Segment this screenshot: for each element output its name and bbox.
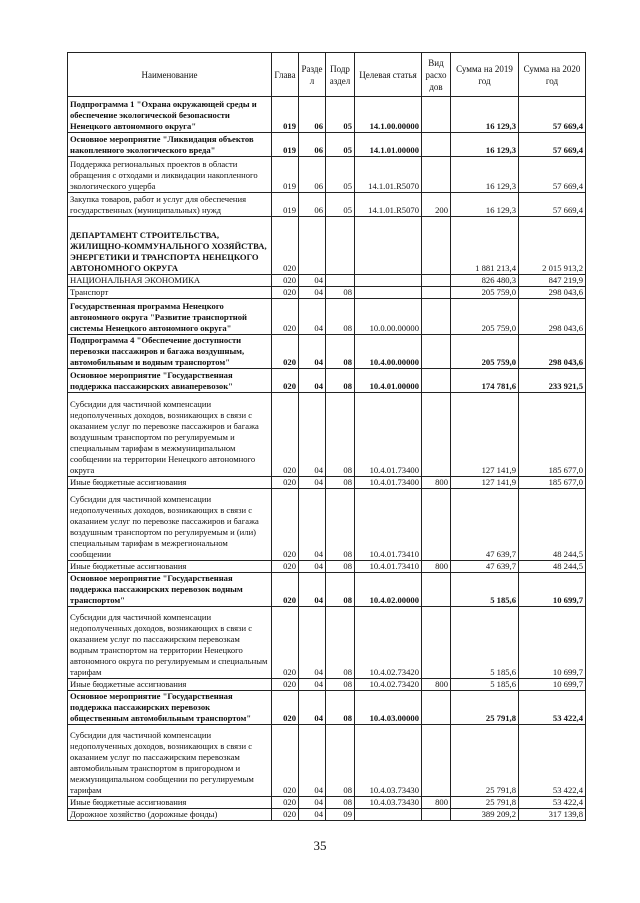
cell-sum-2019: 47 639,7 <box>451 561 519 573</box>
cell-kind <box>422 157 451 193</box>
table-row <box>68 797 586 809</box>
cell-name: Подпрограмма 1 "Охрана окружающей среды и обеспечение экологической безопасности Ненецкого автономного округа" <box>68 97 272 133</box>
cell-target: 10.4.02.73420 <box>355 679 422 691</box>
cell-kind: 800 <box>422 561 451 573</box>
cell-name: Основное мероприятие "Ликвидация объектов накопленного экологического вреда" <box>68 133 272 157</box>
header-sum-2019: Сумма на 2019 год <box>451 53 519 97</box>
cell-sum-2020: 185 677,0 <box>519 477 586 489</box>
cell-sum-2019: 205 759,0 <box>451 335 519 369</box>
cell-target <box>355 809 422 821</box>
cell-subsection: 08 <box>326 561 355 573</box>
cell-sum-2020: 57 669,4 <box>519 133 586 157</box>
table-row <box>68 275 586 287</box>
table-row <box>68 573 586 607</box>
cell-section: 04 <box>299 679 326 691</box>
cell-name: Поддержка региональных проектов в области обращения с отходами и ликвидации накопленного экологического ущерба <box>68 157 272 193</box>
cell-sum-2019: 205 759,0 <box>451 287 519 299</box>
cell-name: Закупка товаров, работ и услуг для обеспечения государственных (муниципальных) нужд <box>68 193 272 217</box>
cell-subsection: 09 <box>326 809 355 821</box>
cell-subsection: 08 <box>326 299 355 335</box>
header-chapter: Глава <box>272 53 299 97</box>
cell-kind <box>422 335 451 369</box>
cell-sum-2019: 47 639,7 <box>451 489 519 561</box>
cell-target: 10.4.03.73430 <box>355 797 422 809</box>
cell-sum-2019: 16 129,3 <box>451 133 519 157</box>
cell-kind <box>422 287 451 299</box>
cell-name: Иные бюджетные ассигнования <box>68 797 272 809</box>
cell-subsection: 05 <box>326 133 355 157</box>
table-row <box>68 335 586 369</box>
cell-target: 10.4.03.00000 <box>355 691 422 725</box>
cell-chapter: 020 <box>272 561 299 573</box>
cell-chapter: 019 <box>272 133 299 157</box>
cell-kind <box>422 133 451 157</box>
cell-kind <box>422 691 451 725</box>
cell-sum-2019: 25 791,8 <box>451 725 519 797</box>
cell-chapter: 019 <box>272 157 299 193</box>
cell-kind <box>422 809 451 821</box>
cell-chapter: 020 <box>272 573 299 607</box>
cell-chapter: 020 <box>272 679 299 691</box>
cell-subsection: 08 <box>326 679 355 691</box>
table-row <box>68 217 586 275</box>
table-row <box>68 193 586 217</box>
cell-target: 14.1.01.R5070 <box>355 193 422 217</box>
cell-sum-2020: 48 244,5 <box>519 489 586 561</box>
cell-section: 04 <box>299 369 326 393</box>
cell-section: 04 <box>299 725 326 797</box>
cell-kind: 800 <box>422 477 451 489</box>
cell-section: 06 <box>299 133 326 157</box>
cell-subsection: 08 <box>326 573 355 607</box>
header-row <box>68 53 586 97</box>
cell-chapter: 020 <box>272 275 299 287</box>
cell-target: 10.4.02.00000 <box>355 573 422 607</box>
cell-target: 10.4.03.73430 <box>355 725 422 797</box>
cell-sum-2019: 127 141,9 <box>451 393 519 477</box>
cell-sum-2019: 25 791,8 <box>451 797 519 809</box>
cell-subsection: 08 <box>326 369 355 393</box>
cell-name: НАЦИОНАЛЬНАЯ ЭКОНОМИКА <box>68 275 272 287</box>
cell-kind: 200 <box>422 193 451 217</box>
cell-chapter: 020 <box>272 809 299 821</box>
cell-target: 10.4.01.73410 <box>355 561 422 573</box>
cell-target: 10.0.00.00000 <box>355 299 422 335</box>
cell-name: Субсидии для частичной компенсации недополученных доходов, возникающих в связи с оказанием услуг по пассажирским перевозкам автомобильным транспортом в пригородном и межмуниципальном сообщении по регулируемым тарифам <box>68 725 272 797</box>
cell-name: Транспорт <box>68 287 272 299</box>
cell-target <box>355 287 422 299</box>
cell-subsection: 05 <box>326 193 355 217</box>
cell-kind <box>422 97 451 133</box>
cell-kind <box>422 369 451 393</box>
cell-name: Государственная программа Ненецкого автономного округа "Развитие транспортной системы Ненецкого автономного округа" <box>68 299 272 335</box>
cell-subsection: 08 <box>326 489 355 561</box>
cell-chapter: 020 <box>272 607 299 679</box>
cell-target: 14.1.00.00000 <box>355 97 422 133</box>
cell-subsection: 05 <box>326 97 355 133</box>
cell-name: Основное мероприятие "Государственная поддержка пассажирских перевозок общественным автомобильным транспортом" <box>68 691 272 725</box>
table-row <box>68 679 586 691</box>
cell-section: 04 <box>299 809 326 821</box>
cell-name: Основное мероприятие "Государственная поддержка пассажирских перевозок водным транспортом" <box>68 573 272 607</box>
cell-sum-2020: 298 043,6 <box>519 335 586 369</box>
cell-section: 06 <box>299 157 326 193</box>
header-sum-2020: Сумма на 2020 год <box>519 53 586 97</box>
cell-section: 06 <box>299 193 326 217</box>
cell-target: 10.4.00.00000 <box>355 335 422 369</box>
cell-section: 04 <box>299 573 326 607</box>
cell-section: 04 <box>299 299 326 335</box>
cell-subsection: 08 <box>326 691 355 725</box>
cell-target: 14.1.01.R5070 <box>355 157 422 193</box>
cell-subsection: 08 <box>326 335 355 369</box>
cell-sum-2019: 5 185,6 <box>451 607 519 679</box>
cell-sum-2020: 57 669,4 <box>519 97 586 133</box>
cell-target: 10.4.01.73410 <box>355 489 422 561</box>
cell-kind <box>422 393 451 477</box>
cell-chapter: 019 <box>272 193 299 217</box>
cell-sum-2020: 298 043,6 <box>519 299 586 335</box>
cell-target <box>355 275 422 287</box>
table-row <box>68 489 586 561</box>
table-body <box>68 97 586 821</box>
cell-name: ДЕПАРТАМЕНТ СТРОИТЕЛЬСТВА, ЖИЛИЩНО-КОММУНАЛЬНОГО ХОЗЯЙСТВА, ЭНЕРГЕТИКИ И ТРАНСПОРТА НЕНЕЦКОГО АВТОНОМНОГО ОКРУГА <box>68 217 272 275</box>
header-subsection: Подр аздел <box>326 53 355 97</box>
table-row <box>68 809 586 821</box>
table-row <box>68 393 586 477</box>
cell-chapter: 020 <box>272 797 299 809</box>
cell-chapter: 020 <box>272 299 299 335</box>
cell-name: Субсидии для частичной компенсации недополученных доходов, возникающих в связи с оказанием услуг по пассажирским перевозкам водным транспортом на территории Ненецкого автономного округа по регулируемым и специальным тарифам <box>68 607 272 679</box>
cell-sum-2019: 127 141,9 <box>451 477 519 489</box>
cell-sum-2020: 53 422,4 <box>519 797 586 809</box>
cell-sum-2020: 185 677,0 <box>519 393 586 477</box>
cell-sum-2020: 847 219,9 <box>519 275 586 287</box>
cell-kind <box>422 275 451 287</box>
cell-chapter: 020 <box>272 369 299 393</box>
table-row <box>68 369 586 393</box>
cell-chapter: 020 <box>272 477 299 489</box>
cell-subsection <box>326 275 355 287</box>
cell-section: 04 <box>299 607 326 679</box>
cell-sum-2020: 48 244,5 <box>519 561 586 573</box>
table-row <box>68 157 586 193</box>
cell-chapter: 020 <box>272 335 299 369</box>
cell-sum-2020: 57 669,4 <box>519 157 586 193</box>
cell-section: 06 <box>299 97 326 133</box>
cell-kind <box>422 299 451 335</box>
cell-chapter: 019 <box>272 97 299 133</box>
cell-name: Субсидии для частичной компенсации недополученных доходов, возникающих в связи с оказанием услуг по перевозке пассажиров и багажа воздушным транспортом по регулируемым и специальным тарифам в межмуниципальном сообщении на территории Ненецкого автономного округа <box>68 393 272 477</box>
cell-sum-2019: 389 209,2 <box>451 809 519 821</box>
cell-chapter: 020 <box>272 393 299 477</box>
cell-subsection: 08 <box>326 477 355 489</box>
cell-sum-2019: 16 129,3 <box>451 97 519 133</box>
cell-sum-2020: 298 043,6 <box>519 287 586 299</box>
cell-subsection: 08 <box>326 393 355 477</box>
header-kind: Вид расхо дов <box>422 53 451 97</box>
cell-subsection: 08 <box>326 725 355 797</box>
cell-sum-2019: 174 781,6 <box>451 369 519 393</box>
table-row <box>68 725 586 797</box>
cell-target <box>355 217 422 275</box>
cell-name: Иные бюджетные ассигнования <box>68 561 272 573</box>
cell-sum-2020: 57 669,4 <box>519 193 586 217</box>
cell-chapter: 020 <box>272 287 299 299</box>
table-row <box>68 299 586 335</box>
cell-section: 04 <box>299 489 326 561</box>
cell-subsection <box>326 217 355 275</box>
budget-table <box>67 52 586 821</box>
cell-name: Иные бюджетные ассигнования <box>68 679 272 691</box>
cell-kind <box>422 489 451 561</box>
cell-section: 04 <box>299 691 326 725</box>
cell-chapter: 020 <box>272 725 299 797</box>
table-row <box>68 477 586 489</box>
cell-subsection: 08 <box>326 797 355 809</box>
cell-chapter: 020 <box>272 489 299 561</box>
cell-section: 04 <box>299 275 326 287</box>
cell-sum-2020: 53 422,4 <box>519 691 586 725</box>
cell-kind <box>422 217 451 275</box>
cell-sum-2019: 25 791,8 <box>451 691 519 725</box>
cell-name: Иные бюджетные ассигнования <box>68 477 272 489</box>
cell-sum-2019: 5 185,6 <box>451 573 519 607</box>
cell-target: 10.4.02.73420 <box>355 607 422 679</box>
cell-subsection: 05 <box>326 157 355 193</box>
cell-sum-2019: 16 129,3 <box>451 157 519 193</box>
table-row <box>68 561 586 573</box>
cell-sum-2020: 10 699,7 <box>519 607 586 679</box>
cell-section: 04 <box>299 561 326 573</box>
cell-chapter: 020 <box>272 691 299 725</box>
cell-sum-2019: 826 480,3 <box>451 275 519 287</box>
cell-chapter: 020 <box>272 217 299 275</box>
cell-target: 10.4.01.00000 <box>355 369 422 393</box>
cell-sum-2019: 205 759,0 <box>451 299 519 335</box>
cell-kind: 800 <box>422 797 451 809</box>
cell-kind <box>422 725 451 797</box>
cell-kind <box>422 573 451 607</box>
cell-target: 14.1.01.00000 <box>355 133 422 157</box>
table-row <box>68 691 586 725</box>
cell-sum-2019: 1 881 213,4 <box>451 217 519 275</box>
cell-sum-2020: 233 921,5 <box>519 369 586 393</box>
cell-name: Субсидии для частичной компенсации недополученных доходов, возникающих в связи с оказанием услуг по перевозке пассажиров и багажа воздушным транспортом по регулируемым и (или) специальным тарифам в межрегиональном сообщении <box>68 489 272 561</box>
header-name: Наименование <box>68 53 272 97</box>
cell-section: 04 <box>299 335 326 369</box>
cell-section: 04 <box>299 287 326 299</box>
cell-sum-2020: 10 699,7 <box>519 573 586 607</box>
cell-sum-2020: 53 422,4 <box>519 725 586 797</box>
cell-sum-2019: 16 129,3 <box>451 193 519 217</box>
cell-section: 04 <box>299 797 326 809</box>
cell-sum-2020: 2 015 913,2 <box>519 217 586 275</box>
cell-name: Основное мероприятие "Государственная поддержка пассажирских авиаперевозок" <box>68 369 272 393</box>
cell-kind <box>422 607 451 679</box>
cell-section: 04 <box>299 477 326 489</box>
cell-target: 10.4.01.73400 <box>355 393 422 477</box>
cell-target: 10.4.01.73400 <box>355 477 422 489</box>
cell-section: 04 <box>299 393 326 477</box>
cell-sum-2019: 5 185,6 <box>451 679 519 691</box>
table-row <box>68 607 586 679</box>
cell-kind: 800 <box>422 679 451 691</box>
page-number: 35 <box>313 838 327 853</box>
cell-subsection: 08 <box>326 287 355 299</box>
cell-subsection: 08 <box>326 607 355 679</box>
table-row <box>68 287 586 299</box>
table-row <box>68 97 586 133</box>
cell-sum-2020: 10 699,7 <box>519 679 586 691</box>
cell-name: Дорожное хозяйство (дорожные фонды) <box>68 809 272 821</box>
header-target: Целевая статья <box>355 53 422 97</box>
header-section: Разде л <box>299 53 326 97</box>
table-row <box>68 133 586 157</box>
cell-sum-2020: 317 139,8 <box>519 809 586 821</box>
cell-section <box>299 217 326 275</box>
cell-name: Подпрограмма 4 "Обеспечение доступности перевозки пассажиров и багажа воздушным, автомобильным и водным транспортом" <box>68 335 272 369</box>
